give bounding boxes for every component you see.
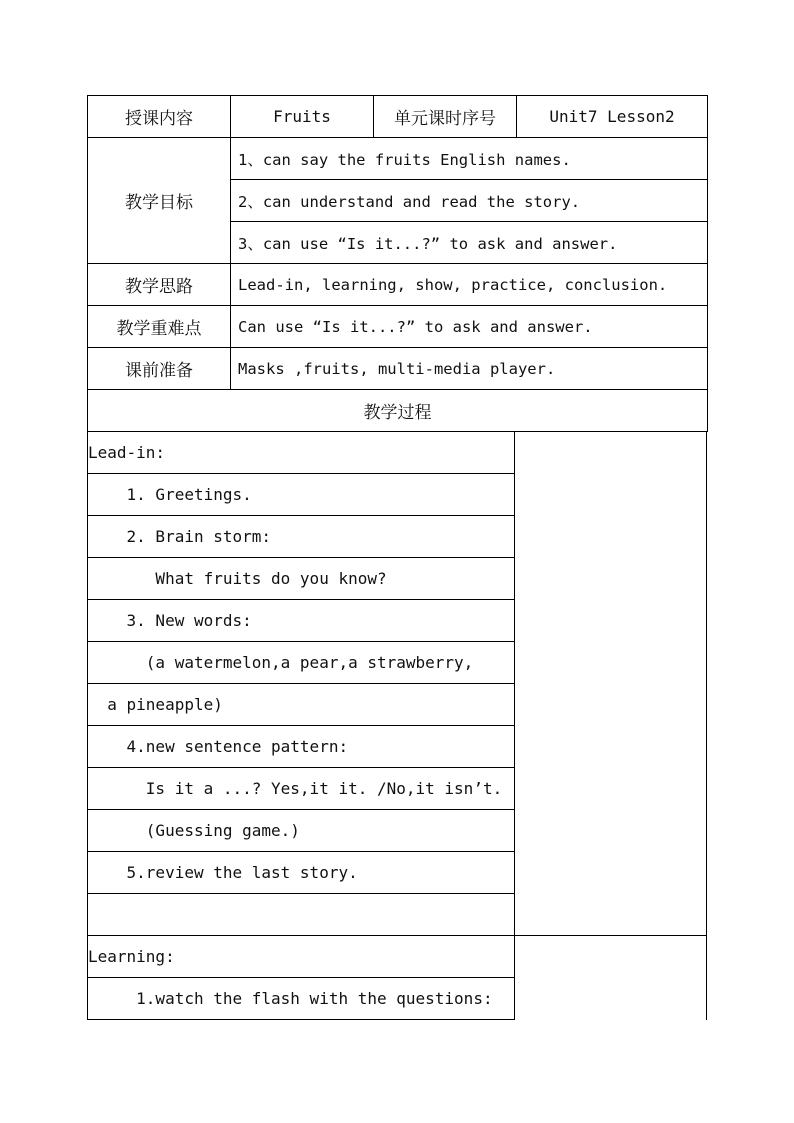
objective-item: 3、can use “Is it...?” to ask and answer. xyxy=(231,222,708,264)
notes-column xyxy=(515,600,707,642)
objective-row-1 xyxy=(88,138,708,180)
approach-label: 教学思路 xyxy=(88,264,231,306)
process-row xyxy=(87,894,707,936)
process-step: 5.review the last story. xyxy=(87,852,515,894)
course-value: Fruits xyxy=(231,96,374,138)
process-row xyxy=(87,684,707,726)
course-row xyxy=(88,96,708,138)
process-row xyxy=(87,810,707,852)
notes-column xyxy=(515,936,707,978)
key-points-value: Can use “Is it...?” to ask and answer. xyxy=(231,306,708,348)
approach-value: Lead-in, learning, show, practice, conclusion. xyxy=(231,264,708,306)
process-row xyxy=(87,558,707,600)
approach-row xyxy=(88,264,708,306)
process-row xyxy=(87,852,707,894)
process-row xyxy=(87,432,707,474)
process-row xyxy=(87,474,707,516)
lesson-value: Unit7 Lesson2 xyxy=(517,96,708,138)
process-row xyxy=(87,978,707,1020)
objective-item: 2、can understand and read the story. xyxy=(231,180,708,222)
objective-item: 1、can say the fruits English names. xyxy=(231,138,708,180)
process-title-row xyxy=(88,390,708,432)
lesson-label: 单元课时序号 xyxy=(374,96,517,138)
process-row xyxy=(87,936,707,978)
process-step: What fruits do you know? xyxy=(87,558,515,600)
process-step: Is it a ...? Yes,it it. /No,it isn’t. xyxy=(87,768,515,810)
notes-column xyxy=(515,642,707,684)
process-row xyxy=(87,726,707,768)
notes-column xyxy=(515,516,707,558)
process-step: 2. Brain storm: xyxy=(87,516,515,558)
objectives-label: 教学目标 xyxy=(88,138,231,264)
process-step: Learning: xyxy=(87,936,515,978)
notes-column xyxy=(515,684,707,726)
process-row xyxy=(87,768,707,810)
notes-column xyxy=(515,474,707,516)
notes-column xyxy=(515,726,707,768)
process-step: (a watermelon,a pear,a strawberry, xyxy=(87,642,515,684)
preparation-label: 课前准备 xyxy=(88,348,231,390)
key-points-label: 教学重难点 xyxy=(88,306,231,348)
process-step: 1. Greetings. xyxy=(87,474,515,516)
lesson-plan-header-table xyxy=(87,95,708,432)
course-label: 授课内容 xyxy=(88,96,231,138)
notes-column xyxy=(515,894,707,936)
process-row xyxy=(87,516,707,558)
process-step: 4.new sentence pattern: xyxy=(87,726,515,768)
notes-column xyxy=(515,558,707,600)
notes-column xyxy=(515,810,707,852)
process-title: 教学过程 xyxy=(88,390,708,432)
preparation-value: Masks ,fruits, multi-media player. xyxy=(231,348,708,390)
notes-column xyxy=(515,852,707,894)
process-step: a pineapple) xyxy=(87,684,515,726)
notes-column xyxy=(515,978,707,1020)
process-row xyxy=(87,642,707,684)
process-step xyxy=(87,894,515,936)
preparation-row xyxy=(88,348,708,390)
process-row xyxy=(87,600,707,642)
process-step: 3. New words: xyxy=(87,600,515,642)
process-step: (Guessing game.) xyxy=(87,810,515,852)
teaching-process-section xyxy=(87,432,707,1020)
process-step: 1.watch the flash with the questions: xyxy=(87,978,515,1020)
notes-column xyxy=(515,432,707,474)
key-points-row xyxy=(88,306,708,348)
lesson-plan-document xyxy=(87,95,707,1020)
process-step: Lead-in: xyxy=(87,432,515,474)
notes-column xyxy=(515,768,707,810)
